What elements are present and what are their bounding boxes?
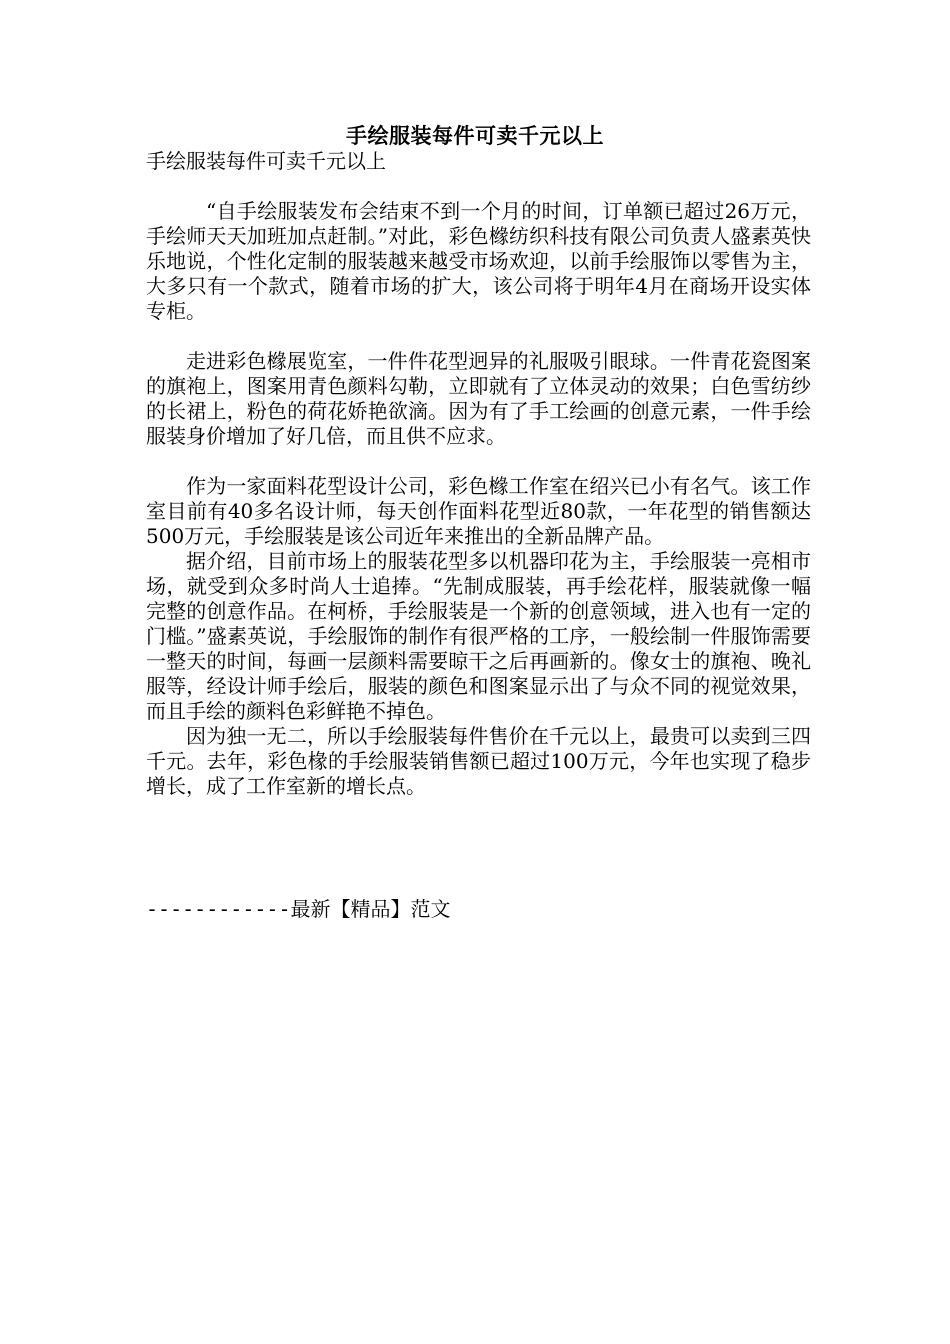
paragraph-spacer: [146, 324, 811, 349]
paragraph: 据介绍，目前市场上的服装花型多以机器印花为主，手绘服装一亮相市场，就受到众多时尚人士追捧。“先制成服装，再手绘花样，服装就像一幅完整的创意作品。在柯桥，手绘服装是一个新的创意领域，进入也有一定的门槛。”盛素英说，手绘服饰的制作有很严格的工序，一般绘制一件服饰需要一整天的时间，每画一层颜料需要晾干之后再画新的。像女士的旗袍、晚礼服等，经设计师手绘后，服装的颜色和图案显示出了与众不同的视觉效果，而且手绘的颜料色彩鲜艳不掉色。: [146, 549, 811, 723]
document-body: [146, 149, 811, 799]
document-title: 手绘服装每件可卖千元以上: [346, 123, 604, 148]
document-subtitle: 手绘服装每件可卖千元以上: [146, 149, 386, 173]
paragraph: 作为一家面料花型设计公司，彩色橼工作室在绍兴已小有名气。该工作室目前有40多名设计师，每天创作面料花型近80款，一年花型的销售额达500万元，手绘服装是该公司近年来推出的全新品牌产品。: [146, 474, 811, 548]
document-footer: [146, 897, 811, 922]
footer-dashes: ------------: [146, 897, 291, 921]
paragraph: “自手绘服装发布会结束不到一个月的时间，订单额已超过26万元，手绘师天天加班加点赶制。”对此，彩色橼纺织科技有限公司负责人盛素英快乐地说，个性化定制的服装越来越受市场欢迎，以前手绘服饰以零售为主，大多只有一个款式，随着市场的扩大，该公司将于明年4月在商场开设实体专柜。: [146, 199, 811, 323]
paragraph: 因为独一无二，所以手绘服装每件售价在千元以上，最贵可以卖到三四千元。去年，彩色椽的手绘服装销售额已超过100万元，今年也实现了稳步增长，成了工作室新的增长点。: [146, 724, 811, 798]
paragraph-spacer: [146, 174, 811, 199]
paragraph: 走进彩色橼展览室，一件件花型迥异的礼服吸引眼球。一件青花瓷图案的旗袍上，图案用青色颜料勾勒，立即就有了立体灵动的效果；白色雪纺纱的长裙上，粉色的荷花娇艳欲滴。因为有了手工绘画的创意元素，一件手绘服装身价增加了好几倍，而且供不应求。: [146, 349, 811, 448]
footer-text: 最新【精品】范文: [290, 897, 451, 921]
paragraph-spacer: [146, 449, 811, 474]
